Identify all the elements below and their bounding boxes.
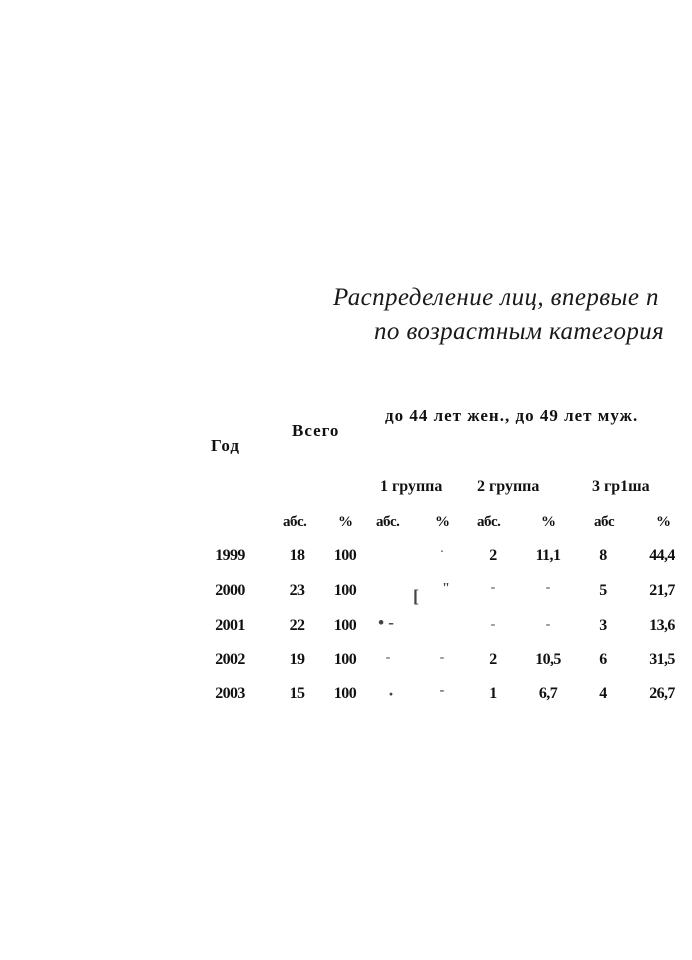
- group2-abs-cell: 1: [489, 685, 497, 702]
- group2-abs-cell: -: [490, 617, 496, 632]
- group2-pct-cell: 10,5: [535, 651, 561, 668]
- group3-pct-cell: 44,4: [649, 547, 675, 564]
- total-pct-cell: 100: [333, 617, 357, 634]
- group3-pct-cell: 31,5: [649, 651, 675, 668]
- total-pct-cell: 100: [333, 582, 357, 599]
- col-header: %: [435, 514, 450, 530]
- col-header: абс.: [477, 514, 501, 530]
- total-abs-cell: 15: [289, 685, 305, 702]
- total-pct-cell: 100: [333, 651, 357, 668]
- group1-pct-cell: -: [439, 650, 445, 665]
- group3-pct-cell: 21,7: [649, 582, 675, 599]
- total-abs-cell: 18: [289, 547, 305, 564]
- group3-pct-cell: 26,7: [649, 685, 675, 702]
- total-pct-cell: 100: [333, 685, 357, 702]
- group-1-header: 1 группа: [380, 478, 443, 495]
- year-cell: 1999: [215, 547, 245, 564]
- year-cell: 2003: [215, 685, 245, 702]
- group1-abs-cell: [: [413, 586, 419, 606]
- group1-abs-cell: ·: [387, 684, 394, 704]
- group2-pct-cell: 11,1: [535, 547, 561, 564]
- group2-abs-cell: 2: [489, 651, 497, 668]
- total-pct-cell: 100: [333, 547, 357, 564]
- col-header: абс.: [376, 514, 400, 530]
- title-line-1: Распределение лиц, впервые п: [333, 284, 659, 311]
- group3-abs-cell: 5: [599, 582, 607, 599]
- col-header: абс: [594, 514, 615, 530]
- col-header: %: [541, 514, 556, 530]
- year-cell: 2001: [215, 617, 245, 634]
- title-line-2: по возрастным категория: [374, 318, 665, 345]
- col-header: %: [338, 514, 353, 530]
- group3-abs-cell: 6: [599, 651, 607, 668]
- total-abs-cell: 22: [289, 617, 305, 634]
- col-header: %: [656, 514, 671, 530]
- group3-abs-cell: 8: [599, 547, 607, 564]
- group-2-header: 2 группа: [477, 478, 540, 495]
- col-header: абс.: [283, 514, 307, 530]
- group2-pct-cell: -: [545, 617, 551, 632]
- group1-pct-cell: ·: [439, 545, 445, 560]
- age-group-header: до 44 лет жен., до 49 лет муж.: [385, 406, 639, 425]
- group3-abs-cell: 3: [599, 617, 607, 634]
- group1-abs-cell: • -: [378, 613, 394, 632]
- year-cell: 2002: [215, 651, 245, 668]
- group-3-header: 3 гр1ша: [592, 478, 650, 495]
- group2-pct-cell: -: [545, 580, 551, 595]
- group3-pct-cell: 13,6: [649, 617, 675, 634]
- group2-pct-cell: 6,7: [538, 685, 558, 702]
- group1-pct-cell: -: [439, 683, 445, 698]
- group2-abs-cell: -: [490, 580, 496, 595]
- total-abs-cell: 23: [289, 582, 305, 599]
- group3-abs-cell: 4: [599, 685, 607, 702]
- group1-pct-cell: ": [442, 581, 450, 596]
- total-abs-cell: 19: [289, 651, 305, 668]
- year-cell: 2000: [215, 582, 245, 599]
- total-column-header: Всего: [292, 421, 340, 440]
- group2-abs-cell: 2: [489, 547, 497, 564]
- group1-abs-cell: -: [385, 650, 391, 665]
- year-column-header: Год: [211, 436, 240, 455]
